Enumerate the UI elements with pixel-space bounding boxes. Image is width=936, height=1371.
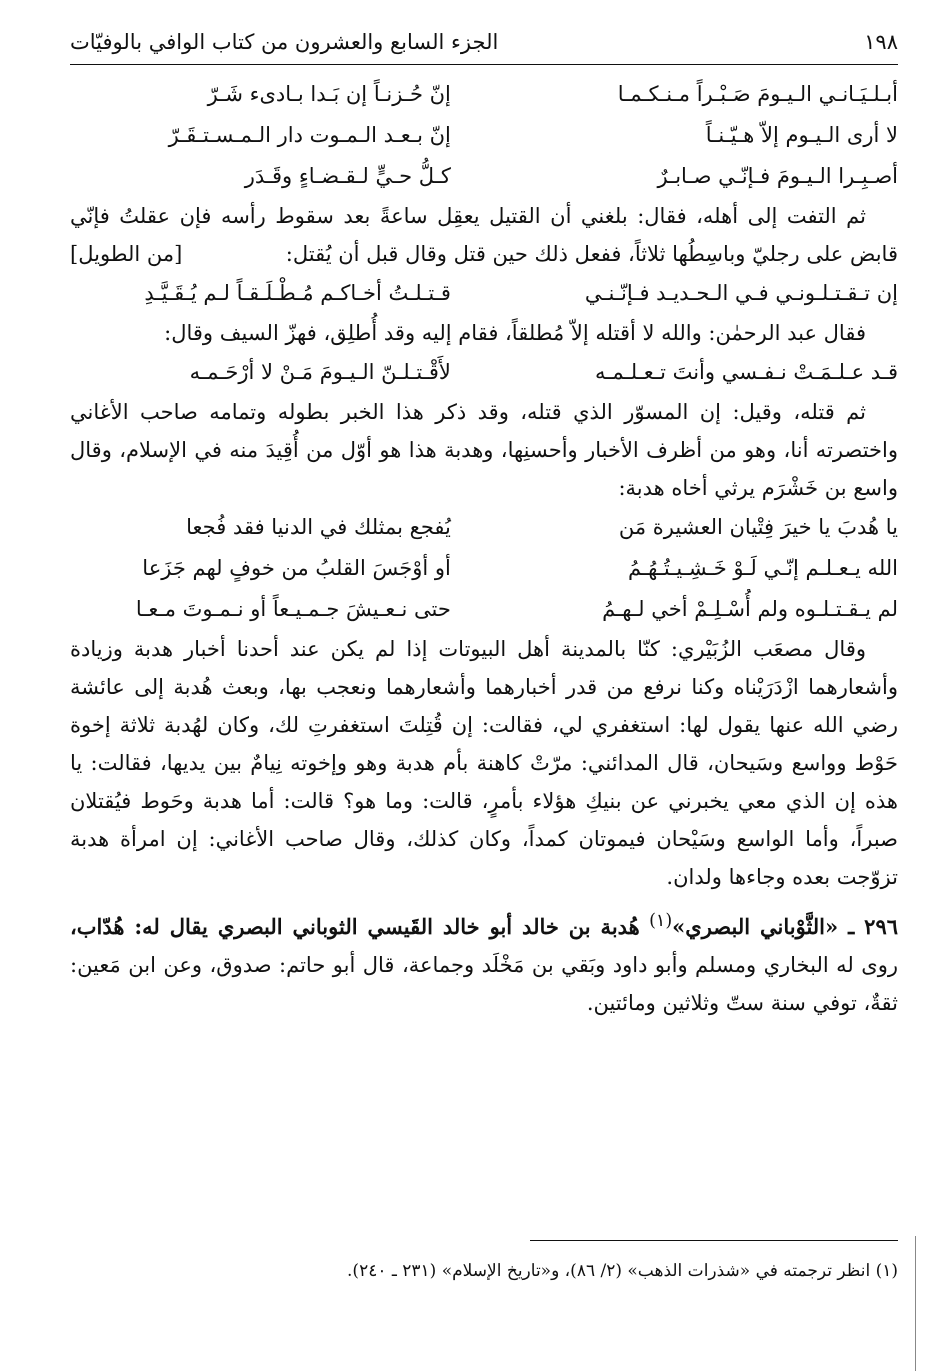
verse-hemistich-second: حتى نـعـيشَ جـمـيـعاً أو نـمـوتَ مـعـا	[135, 597, 451, 621]
verse-line	[70, 156, 898, 197]
verse-hemistich-first: لم يـقـتـلـوه ولم أُسْـلِـمْ أخي لـهـمُ	[602, 597, 898, 621]
footnote	[70, 1258, 898, 1284]
footnote-marker: (١)	[875, 1261, 898, 1281]
verse-line	[70, 507, 898, 548]
page-body	[70, 74, 898, 1022]
verse-hemistich-second: لأَقْـتـلـنّ الـيـومَ مَـنْ لا أرْحَـمـه	[189, 360, 451, 384]
verse-hemistich-first: الله يـعـلـم إنّـي لَـوْ خَـشِـيـتُـهُـمُ	[627, 556, 898, 580]
paragraph-intro	[70, 197, 898, 273]
paragraph-text: ثم التفت إلى أهله، فقال: بلغني أن القتيل يعقِل ساعةً بعد سقوط رأسه فإن عقلتُ فإنّي قابض على رجليّ وباسِطُها ثلاثاً، ففعل ذلك حين قتل وقال قبل أن يُقتل:	[70, 204, 898, 266]
verse-hemistich-second: كـلُّ حـيٍّ لـقـضـاءٍ وقَـدَر	[244, 164, 451, 188]
scan-edge-line	[915, 1236, 916, 1371]
verse-hemistich-first: أبـلـيَـانـي الـيـومَ صَـبْـراً مـنـكـمـا	[617, 82, 898, 106]
entry-text: روى له البخاري ومسلم وأبو داود وبَقي بن مَخْلَد وجماعة، قال أبو حاتم: صدوق، وعن ابن مَعين: ثقةٌ، توفي سنة ستّ وثلاثين ومائتين.	[70, 953, 898, 1015]
footnote-text: انظر ترجمته في «شذرات الذهب» (٢/ ٨٦)، و«تاريخ الإسلام» (٢٣١ ـ ٢٤٠).	[347, 1261, 871, 1281]
verse-hemistich-second: يُفجع بمثلك في الدنيا فقد فُجعا	[186, 515, 451, 539]
paragraph: وقال مصعَب الزُبَيْري: كنّا بالمدينة أهل البيوتات إذا لم يكن عند أحدنا أخبار هدبة وزيادة وأشعارهما ازْدَرَيْناه وكنا نرفع من قدر أخبارهما وأشعارهما ونعجب بها، وبعث هُدبة إلى عائشة رضي الله عنها يقول لها: استغفري لي، فقالت: إن قُتِلتَ استغفرتِ لك، وكان لهُدبة ثلاثة إخوة حَوْط وواسع وسَيحان، قال المدائني: مرّتْ كاهنة بأم هدبة وهو وإخوته نِيامٌ بين يديها، فقالت: يا هذه إن الذي معي يخبرني عن بنيكِ هؤلاء بأمرٍ، قالت: وما هو؟ قالت: أما هدبة وحَوط فيُقتلان صبراً، وأما الواسع وسَيْحان فيموتان كمداً، وكان كذلك، وقال صاحب الأغاني: إن امرأة هدبة تزوّجت بعده وجاءها ولدان.	[70, 637, 898, 889]
verse-line	[70, 548, 898, 589]
footnote-rule	[530, 1240, 898, 1241]
entry-name: هُدبة بن خالد أبو خالد القَيسي الثوباني البصري يقال له: هُدّاب،	[70, 914, 640, 939]
running-title: الجزء السابع والعشرون من كتاب الوافي بالوفيّات	[70, 30, 499, 54]
page-header	[70, 24, 898, 60]
paragraph: فقال عبد الرحمٰن: والله لا أقتله إلاّ مُطلقاً، فقام إليه وقد أُطلِق، فهزّ السيف وقال:	[164, 321, 866, 345]
verse-hemistich-second: أو أوْجَسَ القلبُ من خوفٍ لهم جَزَعا	[142, 556, 451, 580]
entry-heading: ٢٩٦ ـ «الثَّوْباني البصري»	[672, 914, 899, 939]
verse-hemistich-first: قـد عـلـمَـتْ نـفـسي وأنتَ تـعـلـمـه	[594, 360, 898, 384]
verse-hemistich-first: لا أرى الـيـوم إلاّ هـيّـنـاً	[705, 123, 898, 147]
verse-line	[70, 273, 898, 314]
verse-hemistich-first: يا هُدبَ يا خيرَ فِتْيان العشيرة مَن	[618, 515, 898, 539]
page-number: ١٩٨	[864, 30, 898, 54]
verse-line	[70, 74, 898, 115]
verse-line	[70, 352, 898, 393]
verse-hemistich-first: أصـبِـرا الـيـومَ فـإنّـي صـابـرٌ	[657, 164, 898, 188]
footnote-reference[interactable]: (١)	[649, 911, 673, 931]
header-rule	[70, 64, 898, 65]
verse-hemistich-second: إنّ حُـزنـاً إن بَـدا بـادىء شَـرّ	[207, 82, 451, 106]
verse-line	[70, 115, 898, 156]
verse-hemistich-second: إنّ بـعـد الـمـوت دار الـمـسـتـقَـرّ	[168, 123, 451, 147]
verse-line	[70, 589, 898, 630]
biography-entry	[70, 902, 898, 1022]
verse-hemistich-first: إن تـقـتـلـونـي فـي الـحـديـد فـإنّـنـي	[584, 281, 898, 305]
verse-hemistich-second: قـتـلـتُ أخـاكـم مُـطْـلَـقـاً لـم يُـقَـيَّـدِ	[144, 281, 451, 305]
paragraph: ثم قتله، وقيل: إن المسوّر الذي قتله، وقد ذكر هذا الخبر بطوله وتمامه صاحب الأغاني واختصرته أنا، وهو من أظرف الأخبار وأحسنِها، وهدبة هذا هو أوّل من أُقِيدَ منه في الإسلام، وقال واسع بن خَشْرَم يرثي أخاه هدبة:	[70, 400, 898, 500]
meter-label: [من الطويل]	[70, 242, 183, 266]
